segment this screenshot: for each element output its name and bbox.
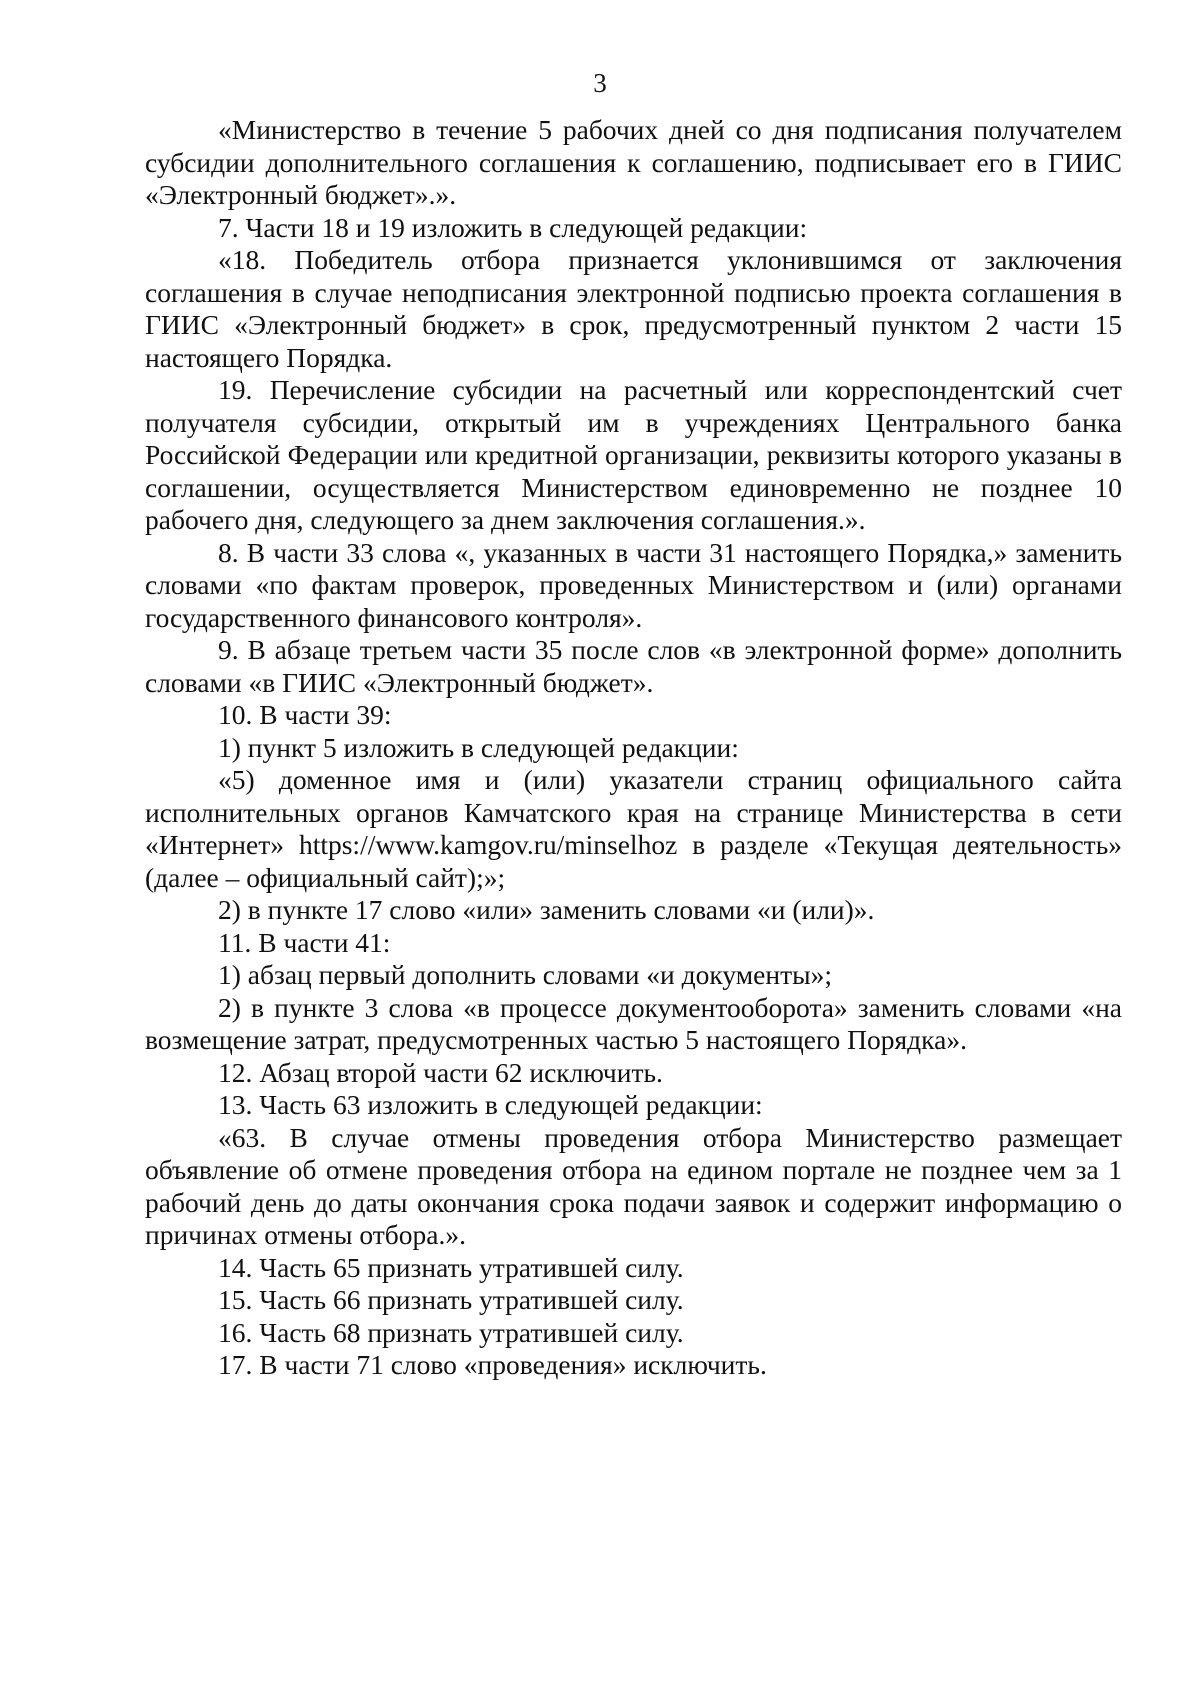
paragraph-ministry-signing: «Министерство в течение 5 рабочих дней со дня подписания получателем субсидии дополнительного соглашения к соглашению, подписывает его в ГИИС «Электронный бюджет».».	[145, 114, 1122, 210]
paragraph-item-8: 8. В части 33 слова «, указанных в части 31 настоящего Порядка,» заменить словами «по фактам проверок, проведенных Министерством и (или) органами государственного финансового контроля».	[145, 536, 1122, 633]
paragraph-item-14: 14. Часть 65 признать утратившей силу.	[218, 1251, 684, 1283]
paragraph-item-11-sub-2: 2) в пункте 3 слова «в процессе документооборота» заменить словами «на возмещение затрат, предусмотренных частью 5 настоящего Порядка».	[145, 991, 1122, 1055]
paragraph-item-10-sub-1: 1) пункт 5 изложить в следующей редакции:	[218, 731, 739, 763]
paragraph-item-15: 15. Часть 66 признать утратившей силу.	[218, 1284, 684, 1315]
paragraph-item-9: 9. В абзаце третьем части 35 после слов «в электронной форме» дополнить словами «в ГИИС «Электронный бюджет».	[145, 634, 1122, 698]
paragraph-item-11-sub-1: 1) абзац первый дополнить словами «и документы»;	[218, 959, 832, 990]
paragraph-item-10: 10. В части 39:	[218, 699, 392, 730]
paragraph-item-12: 12. Абзац второй части 62 исключить.	[218, 1056, 663, 1088]
document-body	[145, 114, 1122, 1382]
paragraph-part-18: «18. Победитель отбора признается уклонившимся от заключения соглашения в случае неподписания электронной подписью проекта соглашения в ГИИС «Электронный бюджет» в срок, предусмотренный пунктом 2 части 15 настоящего Порядка.	[145, 244, 1122, 373]
paragraph-item-17: 17. В части 71 слово «проведения» исключить.	[218, 1349, 767, 1380]
paragraph-item-13: 13. Часть 63 изложить в следующей редакции:	[218, 1089, 763, 1120]
paragraph-item-16: 16. Часть 68 признать утратившей силу.	[218, 1316, 684, 1348]
paragraph-item-11: 11. В части 41:	[218, 926, 391, 958]
paragraph-item-10-sub-2: 2) в пункте 17 слово «или» заменить словами «и (или)».	[218, 894, 875, 925]
paragraph-item-7: 7. Части 18 и 19 изложить в следующей редакции:	[218, 211, 808, 243]
page-number: 3	[593, 68, 607, 98]
paragraph-point-5: «5) доменное имя и (или) указатели страниц официального сайта исполнительных органов Камчатского края на странице Министерства в сети «Интернет» https://www.kamgov.ru/minselhoz в разделе «Текущая деятельность» (далее – официальный сайт);»;	[145, 764, 1122, 893]
paragraph-part-63: «63. В случае отмены проведения отбора Министерство размещает объявление об отмене проведения отбора на едином портале не позднее чем за 1 рабочий день до даты окончания срока подачи заявок и содержит информацию о причинах отмены отбора.».	[145, 1121, 1122, 1250]
paragraph-part-19: 19. Перечисление субсидии на расчетный или корреспондентский счет получателя субсидии, открытый им в учреждениях Центрального банка Российской Федерации или кредитной организации, реквизиты которого указаны в соглашении, осуществляется Министерством единовременно не позднее 10 рабочего дня, следующего за днем заключения соглашения.».	[145, 374, 1122, 535]
